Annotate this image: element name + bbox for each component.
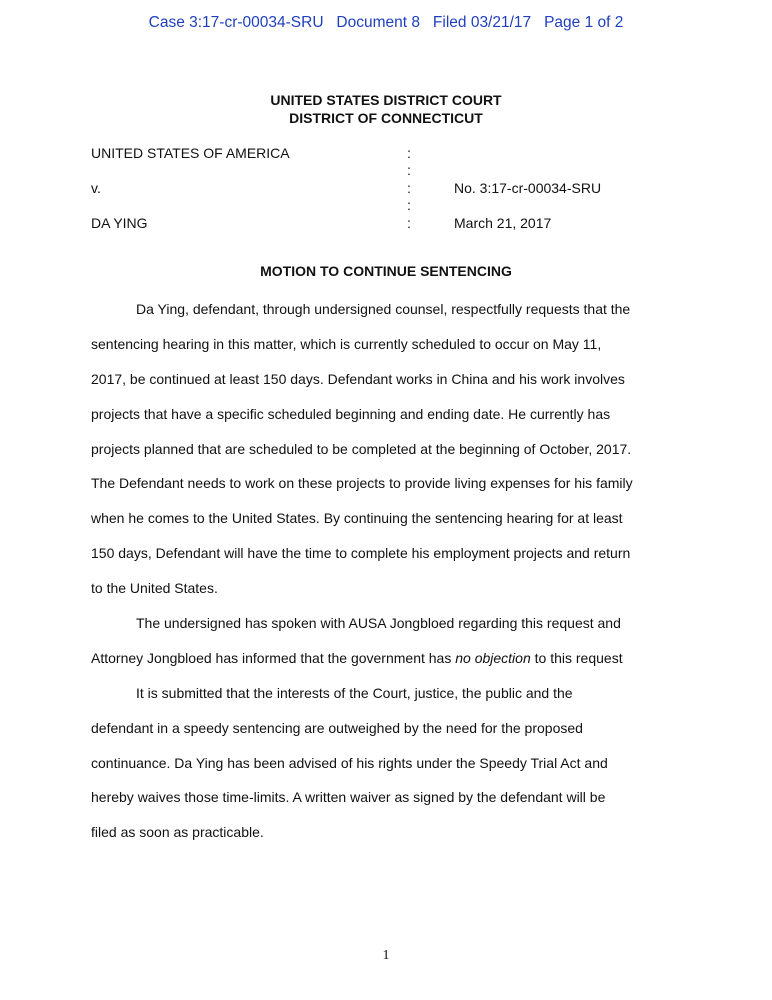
caption-row-plaintiff	[0, 145, 772, 163]
body-line: 2017, be continued at least 150 days. Defendant works in China and his work involves	[91, 370, 625, 387]
caption-row-defendant	[0, 215, 772, 233]
body-line: projects planned that are scheduled to be completed at the beginning of October, 2017.	[91, 440, 632, 457]
body-line-no-objection	[91, 641, 691, 676]
caption-colon: :	[407, 145, 411, 161]
caption-colon-spacer: :	[407, 197, 411, 213]
body-line: It is submitted that the interests of the Court, justice, the public and the	[136, 684, 573, 701]
body-line: The undersigned has spoken with AUSA Jongbloed regarding this request and	[136, 615, 621, 632]
court-heading	[0, 91, 772, 127]
body-line: projects that have a specific scheduled beginning and ending date. He currently has	[91, 405, 611, 422]
body-line: hereby waives those time-limits. A written waiver as signed by the defendant will be	[91, 789, 606, 806]
caption-colon-spacer: :	[407, 162, 411, 178]
caption-row-versus	[0, 180, 772, 198]
body-line: Da Ying, defendant, through undersigned counsel, respectfully requests that the	[136, 301, 631, 317]
paragraph-request	[91, 292, 691, 850]
body-line: filed as soon as practicable.	[91, 824, 264, 841]
no-objection-emphasis: no objection	[455, 649, 531, 666]
caption-defendant: DA YING	[91, 215, 148, 231]
body-line: 150 days, Defendant will have the time to complete his employment projects and return	[91, 545, 631, 562]
body-line: continuance. Da Ying has been advised of his rights under the Speedy Trial Act and	[91, 754, 608, 771]
caption-plaintiff: UNITED STATES OF AMERICA	[91, 145, 290, 161]
caption-case-number: No. 3:17-cr-00034-SRU	[454, 180, 602, 196]
body-line: when he comes to the United States. By continuing the sentencing hearing for at least	[91, 510, 623, 527]
page-number: 1	[382, 948, 390, 963]
body-line: The Defendant needs to work on these projects to provide living expenses for his family	[91, 475, 633, 492]
body-text-segment: Attorney Jongbloed has informed that the government has	[91, 649, 456, 666]
caption-date: March 21, 2017	[454, 215, 552, 231]
caption-versus: v.	[91, 180, 101, 196]
court-name: UNITED STATES DISTRICT COURT	[270, 92, 502, 108]
caption-colon: :	[407, 215, 411, 231]
motion-title: MOTION TO CONTINUE SENTENCING	[260, 263, 512, 279]
body-text-segment: to this request	[530, 649, 623, 666]
body-line: sentencing hearing in this matter, which is currently scheduled to occur on May 11,	[91, 335, 602, 352]
body-line: defendant in a speedy sentencing are outweighed by the need for the proposed	[91, 719, 583, 736]
body-line: to the United States.	[91, 580, 218, 597]
court-district: DISTRICT OF CONNECTICUT	[289, 110, 483, 126]
caption-colon: :	[407, 180, 411, 196]
ecf-filing-header: Case 3:17-cr-00034-SRU Document 8 Filed 03/21/17 Page 1 of 2	[148, 14, 624, 31]
